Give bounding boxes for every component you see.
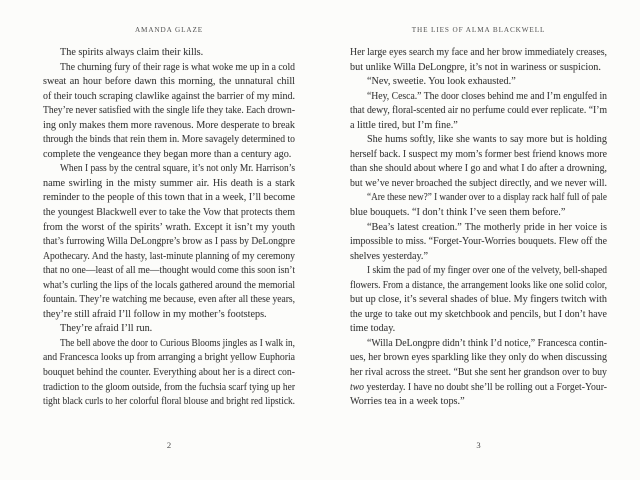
text-line: ing only makes them more ravenous. More desperate to break — [43, 119, 295, 131]
text-line: and Francesca looks up from arranging a bright yellow Euphoria — [43, 352, 295, 364]
text-line: The spirits always claim their kills. — [60, 47, 204, 58]
text-line: tight black curls to her colorful floral blouse and bright red lipstick. — [43, 396, 295, 408]
text-line: name swirling in the misty summer air. His death is a stark — [43, 177, 295, 189]
text-line: than she should about where I go and what I do after a drowning, — [350, 163, 607, 175]
text-line: Her large eyes search my face and her brow immediately creases, — [350, 47, 607, 58]
paragraph — [350, 46, 607, 75]
text-line: reminder to the people of this town that in a week, I’ll become — [43, 192, 295, 204]
paragraph — [43, 162, 295, 322]
text-line: what’s curling the lips of the locals gathered around the memorial — [43, 279, 295, 291]
text-line: time today. — [350, 323, 396, 335]
text-line: She hums softly, like she wants to say more but is holding — [367, 134, 607, 146]
text-line: complete the vengeance they began more than a century ago. — [43, 148, 292, 160]
paragraph — [43, 46, 295, 61]
paragraph — [350, 221, 607, 265]
text-line: impossible to miss. “Forget-Your-Worries bouquets. Flew off the — [350, 236, 607, 248]
paragraph — [350, 133, 607, 191]
text-line: but unlike Willa DeLongpre, it’s not in wariness or suspicion. — [350, 61, 601, 73]
text-line: flowers. From a distance, the arrangement looks like one solid color, — [350, 279, 607, 291]
paragraph — [43, 337, 295, 410]
text-line: they’re still afraid I’ll follow in my mother’s footsteps. — [43, 308, 267, 320]
text-line: but we’ve never broached the subject directly, and we never will. — [350, 177, 607, 189]
text-line: “Willa DeLongpre didn’t think I’d notice,” Francesca contin- — [367, 337, 607, 349]
text-line: the youngest Blackwell ever to take the Vow that protects them — [43, 207, 295, 219]
paragraph — [350, 75, 607, 90]
text-line: They’re never satisfied with the single life they take. Each drown- — [43, 105, 295, 117]
text-line: blue bouquets. “I don’t think I’ve seen them before.” — [350, 207, 566, 219]
text-line: through the binds that rein them in. More savagely determined to — [43, 134, 295, 146]
text-line: The churning fury of their rage is what woke me up in a cold — [60, 61, 295, 73]
text-line: They’re afraid I’ll run. — [60, 323, 153, 335]
text-line: Apothecary. And the hasty, last-minute planning of my ceremony — [43, 250, 295, 262]
text-line: of their touch scraping clawlike against the barrier of my mind. — [43, 90, 295, 102]
text-line: Worries tea in a week tops.” — [350, 396, 465, 408]
running-header-author: AMANDA GLAZE — [134, 26, 204, 34]
text-line: a little tired, but I’m fine.” — [350, 119, 458, 131]
text-line: ues, her brown eyes sparkling like they only do when discussing — [350, 352, 607, 364]
paragraph — [350, 90, 607, 134]
text-line: The bell above the door to Curious Blooms jingles as I walk in, — [60, 337, 295, 349]
text-line: from the worst of the spirits’ wrath. Except it isn’t my youth — [43, 221, 295, 233]
text-line: the urge to take out my sketchbook and pencils, but I don’t have — [350, 308, 607, 320]
paragraph — [43, 322, 295, 337]
text-line: tradiction to the gloom outside, from the fuchsia scarf tying up her — [43, 381, 295, 393]
text-line: but up close, it’s several shades of blue. My fingers twitch with — [350, 294, 607, 306]
text-line: bouquet behind the counter. Everything about her is a direct con- — [43, 367, 295, 379]
text-line: “Bea’s latest creation.” The motherly pride in her voice is — [367, 221, 607, 233]
page-number-left: 2 — [166, 440, 172, 450]
page-body-right — [350, 46, 607, 410]
text-line: fountain. They’re watching me because, even after all these years, — [43, 294, 295, 306]
page-right — [350, 0, 607, 480]
text-line: her rival across the street. “But she sent her grandson over to buy — [350, 367, 607, 379]
text-line: When I pass by the central square, it’s not only Mr. Harrison’s — [60, 163, 295, 175]
paragraph — [350, 264, 607, 337]
paragraph — [350, 191, 607, 220]
text-line: “Are these new?” I wander over to a display rack half full of pale — [367, 192, 607, 204]
text-line: shelves yesterday.” — [350, 250, 428, 262]
text-line: that dewy, floral-scented air no perfume could ever replicate. “I’m — [350, 105, 607, 117]
text-line: herself back. I suspect my mom’s former best friend knows more — [350, 148, 607, 160]
paragraph — [43, 61, 295, 163]
paragraph — [350, 337, 607, 410]
text-line: “Hey, Cesca.” The door closes behind me and I’m engulfed in — [367, 90, 607, 102]
page-number-right: 3 — [476, 440, 481, 450]
page-left — [43, 0, 295, 480]
text-line: two yesterday. I have no doubt she’ll be rolling out a Forget-Your- — [350, 381, 607, 393]
text-line: “Nev, sweetie. You look exhausted.” — [367, 76, 516, 88]
text-line: I skim the pad of my finger over one of the velvety, bell-shaped — [367, 265, 607, 277]
running-header-title: THE LIES OF ALMA BLACKWELL — [411, 26, 546, 34]
text-line: that’s furrowing Willa DeLongpre’s brow as I pass by DeLongpre — [43, 236, 295, 248]
text-line: sweat an hour before dawn this morning, the unnatural chill — [43, 76, 295, 88]
text-line: that no one—least of all me—thought would come this soon isn’t — [43, 265, 295, 277]
page-body-left — [43, 46, 295, 410]
